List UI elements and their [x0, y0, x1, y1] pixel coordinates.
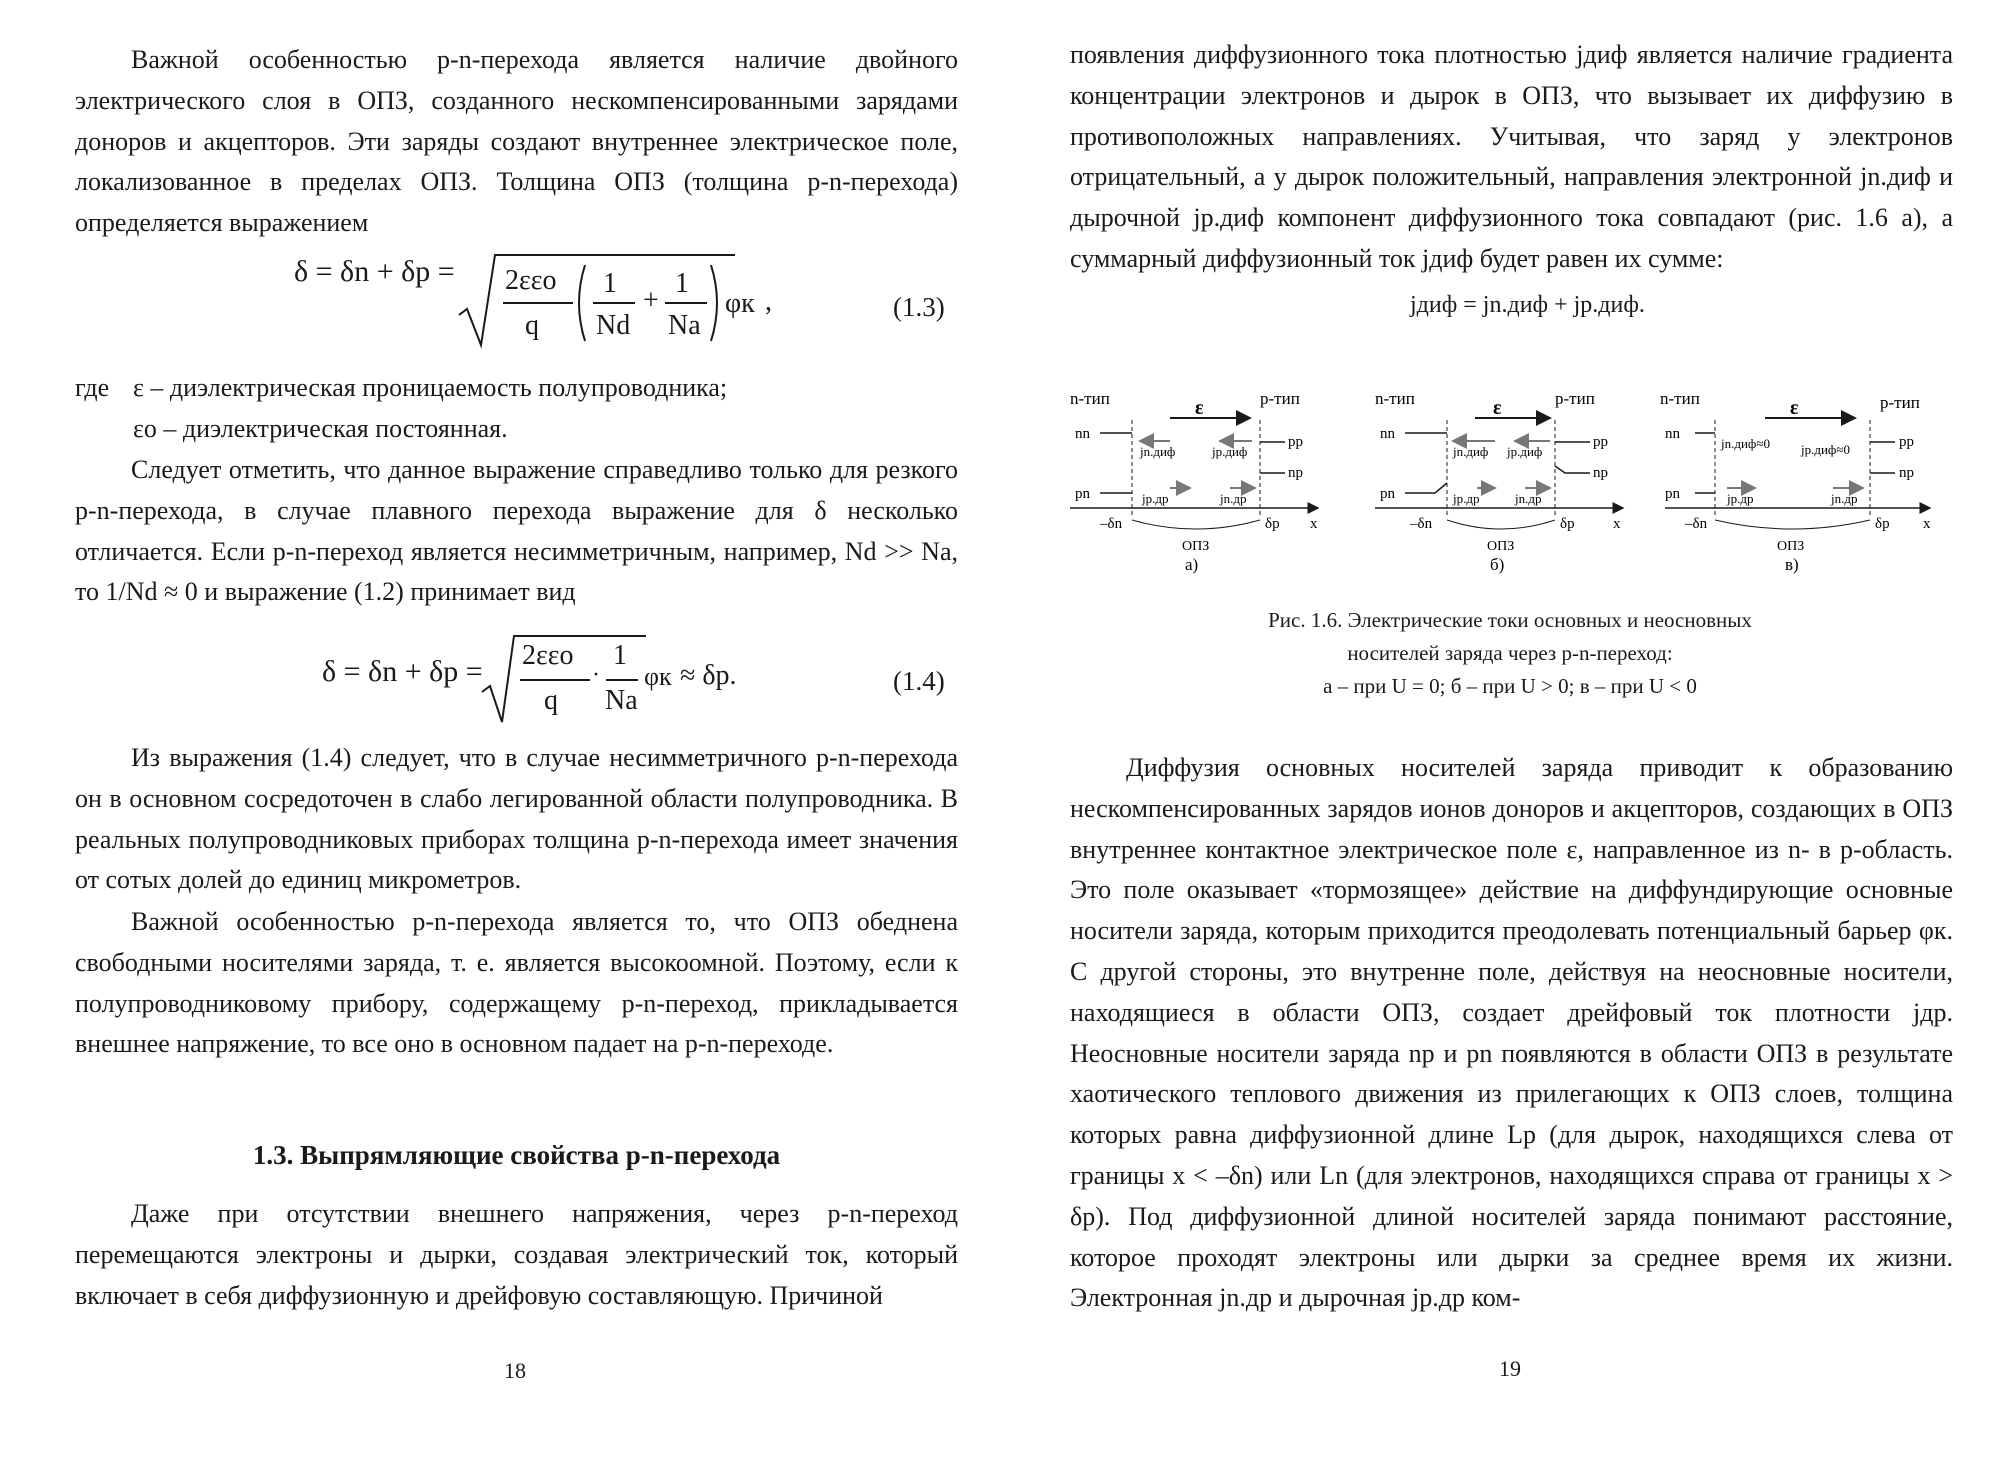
section-heading: 1.3. Выпрямляющие свойства p-n-перехода — [252, 1140, 781, 1170]
panel-c-jp-dr: jp.др — [1727, 491, 1754, 506]
panel-a-jn: jn.диф — [1140, 444, 1176, 459]
eq14-phi: φк — [644, 662, 672, 691]
eq14-numerator: 2εεo — [522, 640, 574, 671]
panel-b-np: np — [1593, 465, 1608, 481]
panel-a-field: ε — [1195, 397, 1204, 419]
where-label: где — [75, 373, 110, 402]
left-paragraph-1: Важной особенностью p-n-перехода является наличие двойного электрического слоя в ОПЗ, созданного нескомпенсированными зарядами доноров и акцепторов. Эти заряды создают внутреннее электрическое поле, локализованное в пределах ОПЗ. Толщина ОПЗ (толщина p-n-перехода) определяется выражением — [75, 45, 958, 238]
panel-c-pn: pn — [1665, 486, 1680, 502]
eq13-plus: + — [643, 285, 659, 316]
panel-b-p-type: p-тип — [1555, 389, 1595, 408]
panel-a-np: np — [1288, 465, 1303, 481]
figure-panel-a — [1070, 389, 1318, 574]
panel-a-jp-dr: jp.др — [1142, 491, 1169, 506]
equation-1-3-lhs: δ = δn + δp = — [294, 255, 455, 288]
panel-a-p-type: p-тип — [1260, 389, 1300, 408]
panel-a-nn: nn — [1075, 426, 1090, 442]
panel-a-opz: ОПЗ — [1182, 539, 1210, 554]
eq14-dot: · — [592, 662, 600, 688]
equation-1-4-lhs: δ = δn + δp = — [322, 655, 483, 688]
equation-1-4 — [322, 655, 483, 689]
panel-c-jn-dr: jn.др — [1831, 491, 1858, 506]
equation-1-4-number: (1.4) — [893, 666, 945, 696]
panel-b-opz: ОПЗ — [1487, 539, 1515, 554]
eq13-tail: , — [765, 286, 772, 317]
panel-b-dn: –δn — [1410, 516, 1433, 532]
where-item-2: εo – диэлектрическая постоянная. — [133, 414, 508, 443]
panel-c-np: np — [1899, 465, 1914, 481]
eq13-frac2-num: 1 — [675, 268, 689, 299]
panel-c-nn: nn — [1665, 426, 1680, 442]
panel-b-pp: pp — [1593, 434, 1608, 450]
page-number-left: 18 — [504, 1358, 526, 1383]
panel-a-x: x — [1310, 516, 1318, 532]
panel-c-pp: pp — [1899, 434, 1914, 450]
panel-a-n-type: n-тип — [1070, 389, 1110, 408]
figure-caption-line-3: а – при U = 0; б – при U > 0; в – при U < 0 — [1323, 674, 1697, 698]
panel-a-dp: δp — [1265, 516, 1280, 532]
panel-c-jp: jp.диф≈0 — [1801, 442, 1850, 457]
panel-b-dp: δp — [1560, 516, 1575, 532]
panel-b-n-type: n-тип — [1375, 389, 1415, 408]
panel-c-dn: –δn — [1685, 516, 1708, 532]
diffusion-current-equation: jдиф = jn.диф + jp.диф. — [1410, 292, 1645, 318]
panel-a-pp: pp — [1288, 434, 1303, 450]
eq13-denominator: q — [525, 310, 539, 341]
panel-c-x: x — [1923, 516, 1931, 532]
panel-b-nn: nn — [1380, 426, 1395, 442]
figure-caption-line-1: Рис. 1.6. Электрические токи основных и неосновных — [1268, 608, 1752, 632]
panel-c-opz: ОПЗ — [1777, 539, 1805, 554]
figure-caption-line-2: носителей заряда через p-n-переход: — [1347, 641, 1673, 665]
page-number-right: 19 — [1499, 1356, 1521, 1381]
panel-a-dn: –δn — [1100, 516, 1123, 532]
eq13-frac2-den: Na — [668, 310, 701, 341]
panel-b-field: ε — [1493, 397, 1502, 419]
right-paragraph-2: Диффузия основных носителей заряда приводит к образованию нескомпенсированных зарядов ионов доноров и акцепторов, создающих в ОПЗ внутреннее контактное электрическое поле ε, направленное из n- в p-область. Это поле оказывает «тормозящее» действие на диффундирующие основные носители заряда, которым приходится преодолевать потенциальный барьер φк. С другой стороны, это внутренне поле, действуя на неосновные носители, находящиеся в области ОПЗ, создает дрейфовый ток плотности jдр. Неосновные носители заряда np и pn появляются в области ОПЗ в результате хаотического теплового движения из прилегающих к ОПЗ слоев, толщина которых равна диффузионной длине Lp (для дырок, находящихся слева от границы x < –δn) или Ln (для электронов, находящихся справа от границы x > δp). Под диффузионной длиной носителей заряда понимают расстояние, которое проходят электроны или дырки за среднее время их жизни. Электронная jn.др и дырочная jp.др ком- — [1070, 753, 1953, 1313]
panel-c-p-type: p-тип — [1880, 393, 1920, 412]
eq14-frac-num: 1 — [613, 640, 627, 671]
panel-c-dp: δp — [1875, 516, 1890, 532]
panel-b-label: б) — [1490, 555, 1505, 574]
figure-panel-c — [1660, 389, 1931, 574]
where-item-1: ε – диэлектрическая проницаемость полупроводника; — [133, 373, 728, 402]
figure-caption — [1070, 604, 1950, 703]
eq13-frac1-den: Nd — [596, 310, 631, 341]
left-paragraph-5: Даже при отсутствии внешнего напряжения, через p-n-переход перемещаются электроны и дырки, создавая электрический ток, который включает в себя диффузионную и дрейфовую составляющую. Причиной — [75, 1199, 958, 1310]
eq13-frac1-num: 1 — [603, 268, 617, 299]
panel-c-jn: jn.диф≈0 — [1721, 436, 1770, 451]
left-paragraph-2: Следует отметить, что данное выражение справедливо только для резкого p-n-перехода, в случае плавного перехода выражение для δ несколько отличается. Если p-n-переход является несимметричным, например, Nd >> Na, то 1/Nd ≈ 0 и выражение (1.2) принимает вид — [75, 455, 958, 607]
figure-1-6 — [1060, 378, 1960, 578]
eq13-phi: φк — [725, 288, 755, 319]
equation-1-3-number: (1.3) — [893, 292, 945, 322]
right-paragraph-1: появления диффузионного тока плотностью jдиф является наличие градиента концентрации электронов и дырок в ОПЗ, что вызывает их диффузию в противоположных направлениях. Учитывая, что заряд у электронов отрицательный, а у дырок положительный, направления электронной jn.диф и дырочной jp.диф компонент диффузионного тока совпадают (рис. 1.6 а), а суммарный диффузионный ток jдиф будет равен их сумме: — [1070, 40, 1953, 273]
panel-b-jp: jp.диф — [1507, 444, 1543, 459]
panel-a-jp: jp.диф — [1212, 444, 1248, 459]
panel-b-pn: pn — [1380, 486, 1395, 502]
panel-a-pn: pn — [1075, 486, 1090, 502]
panel-b-jp-dr: jp.др — [1453, 491, 1480, 506]
figure-panel-b — [1375, 389, 1623, 574]
panel-b-x: x — [1613, 516, 1621, 532]
panel-a-label: а) — [1185, 555, 1199, 574]
panel-c-n-type: n-тип — [1660, 389, 1700, 408]
panel-a-jn-dr: jn.др — [1220, 491, 1247, 506]
panel-b-jn: jn.диф — [1453, 444, 1489, 459]
left-paragraph-3: Из выражения (1.4) следует, что в случае несимметричного p-n-перехода он в основном сосредоточен в слабо легированной области полупроводника. В реальных полупроводниковых приборах толщина p-n-перехода имеет значения от сотых долей до единиц микрометров. — [75, 743, 958, 895]
eq14-denominator: q — [544, 685, 558, 716]
eq13-numerator: 2εεo — [505, 265, 557, 296]
panel-c-label: в) — [1785, 555, 1799, 574]
eq14-frac-den: Na — [605, 685, 638, 716]
left-paragraph-4: Важной особенностью p-n-перехода является то, что ОПЗ обеднена свободными носителями заряда, т. е. является высокоомной. Поэтому, если к полупроводниковому прибору, содержащему p-n-переход, прикладывается внешнее напряжение, то все оно в основном падает на p-n-переходе. — [75, 907, 958, 1059]
equation-1-3 — [294, 255, 455, 289]
panel-c-field: ε — [1790, 397, 1799, 419]
right-page — [1000, 0, 2000, 1461]
eq14-tail: ≈ δp. — [680, 660, 737, 691]
panel-b-jn-dr: jn.др — [1515, 491, 1542, 506]
